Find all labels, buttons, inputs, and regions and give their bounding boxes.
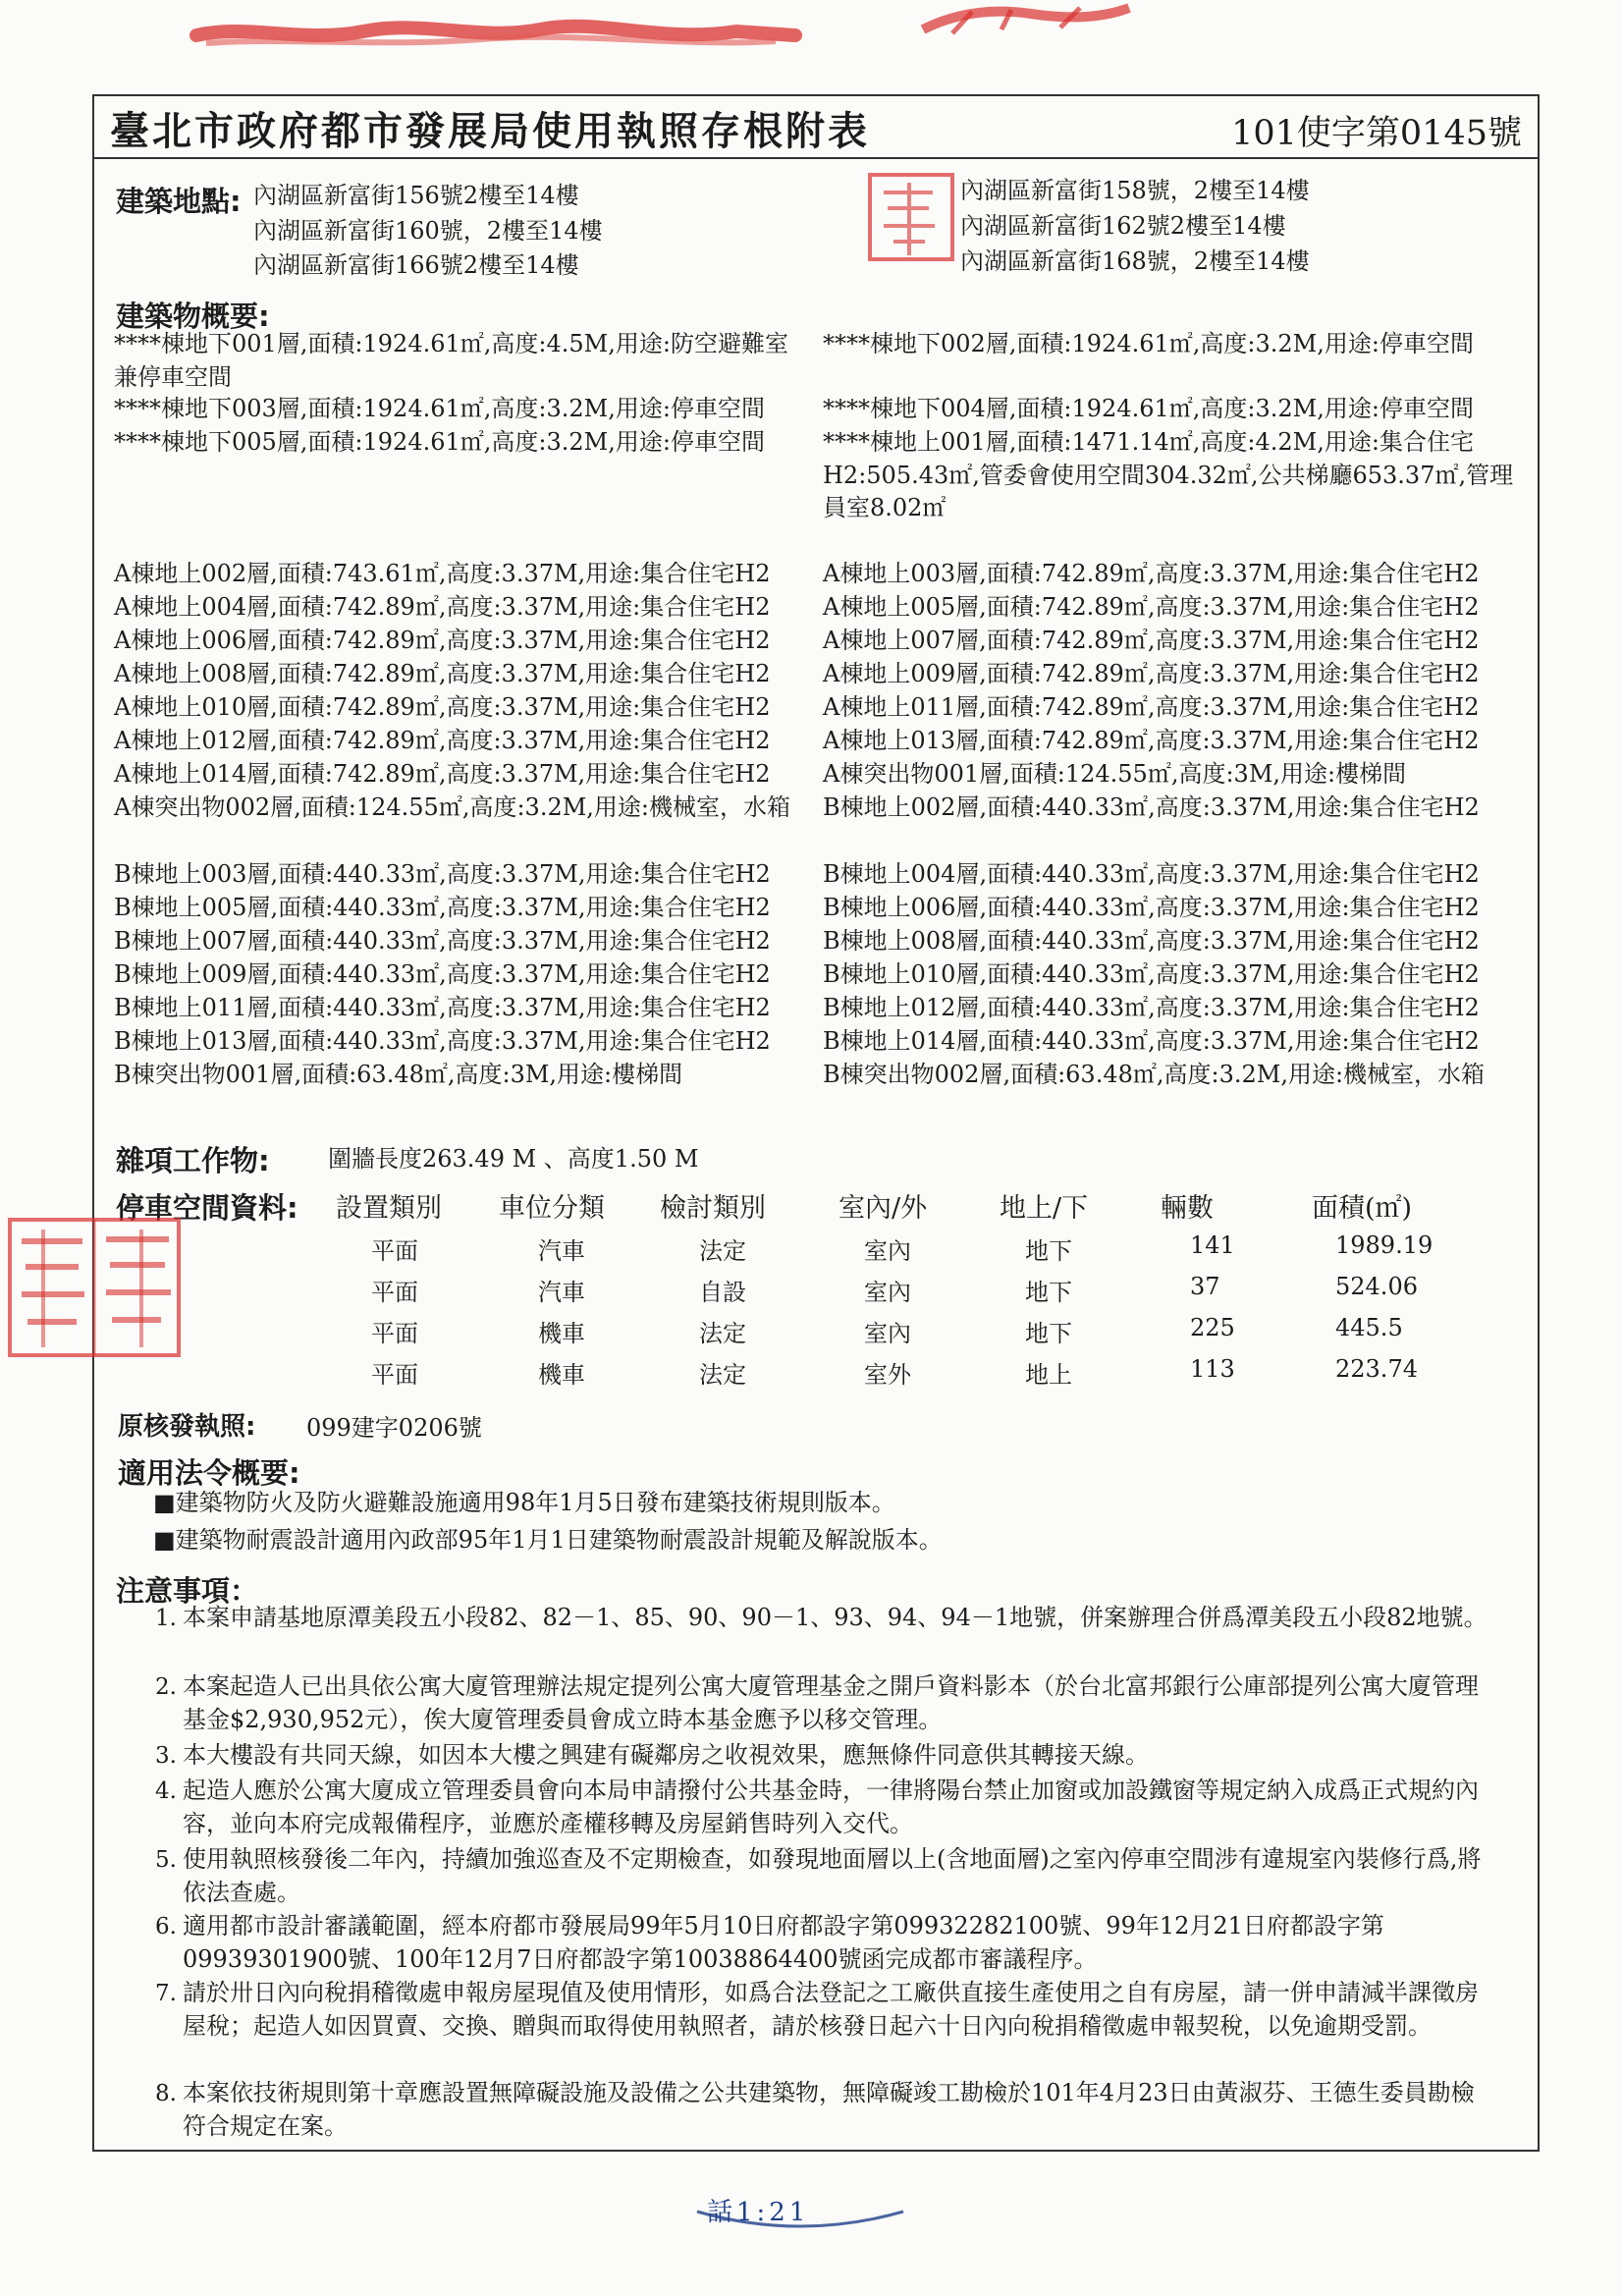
parking-cell: 機車 (538, 1361, 585, 1389)
note-text: 本案依技術規則第十章應設置無障礙設施及設備之公共建築物，無障礙竣工勘檢於101年4月23日由黃淑芬、王德生委員勘檢符合規定在案。 (183, 2079, 1475, 2140)
laws-label: 適用法令概要: (118, 1456, 300, 1490)
overview-line: ****棟地下003層,面積:1924.61㎡,高度:3.2M,用途:停車空間 (114, 395, 765, 422)
note-text: 請於卅日內向稅捐稽徵處申報房屋現值及使用情形，如爲合法登記之工廠供直接生產使用之自有房屋，請一併申請減半課徵房屋稅；起造人如因買賣、交換、贈與而取得使用執照者，請於核發日起六十日內向稅捐稽徵處申報契稅，以免逾期受罰。 (183, 1979, 1479, 2040)
overview-line: B棟地上014層,面積:440.33㎡,高度:3.37M,用途:集合住宅H2 (823, 1027, 1480, 1055)
parking-cell: 室內 (864, 1279, 911, 1306)
overview-line: A棟地上007層,面積:742.89㎡,高度:3.37M,用途:集合住宅H2 (823, 627, 1480, 654)
parking-cell: 法定 (699, 1320, 746, 1347)
overview-line: A棟地上012層,面積:742.89㎡,高度:3.37M,用途:集合住宅H2 (114, 727, 771, 754)
red-seal-stamp (4, 1210, 185, 1363)
parking-cell: 平面 (371, 1279, 418, 1306)
parking-cell: 室外 (864, 1361, 911, 1389)
parking-cell: 223.74 (1335, 1355, 1418, 1383)
law-item: ■建築物耐震設計適用內政部95年1月1日建築物耐震設計規範及解說版本。 (153, 1526, 943, 1554)
law-item: ■建築物防火及防火避難設施適用98年1月5日發布建築技術規則版本。 (153, 1489, 895, 1516)
overview-line: A棟地上004層,面積:742.89㎡,高度:3.37M,用途:集合住宅H2 (114, 593, 771, 621)
parking-cell: 室內 (864, 1320, 911, 1347)
overview-line: B棟地上013層,面積:440.33㎡,高度:3.37M,用途:集合住宅H2 (114, 1027, 771, 1055)
overview-line: ****棟地上001層,面積:1471.14㎡,高度:4.2M,用途:集合住宅H2:505.43㎡,管委會使用空間304.32㎡,公共梯廳653.37㎡,管理員室8.02㎡ (823, 428, 1514, 521)
parking-header: 室內/外 (839, 1193, 928, 1224)
parking-cell: 524.06 (1335, 1273, 1418, 1300)
overview-line: A棟地上014層,面積:742.89㎡,高度:3.37M,用途:集合住宅H2 (114, 760, 771, 788)
note-item (143, 1669, 1488, 1733)
parking-header: 輛數 (1161, 1193, 1214, 1224)
note-number: 4. (155, 1778, 177, 1804)
note-number: 3. (155, 1743, 177, 1769)
overview-line: B棟地上003層,面積:440.33㎡,高度:3.37M,用途:集合住宅H2 (114, 860, 771, 888)
overview-line: B棟地上010層,面積:440.33㎡,高度:3.37M,用途:集合住宅H2 (823, 960, 1480, 988)
parking-cell: 法定 (699, 1361, 746, 1389)
overview-line: ****棟地下005層,面積:1924.61㎡,高度:3.2M,用途:停車空間 (114, 428, 765, 456)
overview-line: A棟地上006層,面積:742.89㎡,高度:3.37M,用途:集合住宅H2 (114, 627, 771, 654)
parking-cell: 機車 (538, 1320, 585, 1347)
overview-line: ****棟地下001層,面積:1924.61㎡,高度:4.5M,用途:防空避難室兼停車空間 (114, 330, 788, 391)
note-number: 8. (155, 2081, 177, 2106)
parking-cell: 平面 (371, 1361, 418, 1389)
overview-line: A棟地上011層,面積:742.89㎡,高度:3.37M,用途:集合住宅H2 (823, 693, 1480, 721)
parking-cell: 汽車 (538, 1237, 585, 1265)
parking-header: 地上/下 (1000, 1193, 1089, 1224)
note-number: 2. (155, 1674, 177, 1700)
location-item: 內湖區新富街166號2樓至14樓 (253, 251, 579, 279)
overview-line: B棟地上009層,面積:440.33㎡,高度:3.37M,用途:集合住宅H2 (114, 960, 771, 988)
parking-label: 停車空間資料: (116, 1191, 298, 1225)
overview-line: A棟地上013層,面積:742.89㎡,高度:3.37M,用途:集合住宅H2 (823, 727, 1480, 754)
note-item (143, 1842, 1488, 1906)
overview-line: ****棟地下004層,面積:1924.61㎡,高度:3.2M,用途:停車空間 (823, 395, 1474, 422)
note-item (143, 1976, 1488, 2040)
note-item (143, 1738, 1488, 1773)
header (94, 96, 1538, 159)
overview-line: A棟地上008層,面積:742.89㎡,高度:3.37M,用途:集合住宅H2 (114, 660, 771, 687)
parking-cell: 地上 (1025, 1361, 1072, 1389)
overview-line: B棟地上006層,面積:440.33㎡,高度:3.37M,用途:集合住宅H2 (823, 894, 1480, 921)
overview-line: A棟突出物001層,面積:124.55㎡,高度:3M,用途:樓梯間 (823, 760, 1407, 788)
overview-line: ****棟地下002層,面積:1924.61㎡,高度:3.2M,用途:停車空間 (823, 330, 1474, 357)
note-text: 本案申請基地原潭美段五小段82、82－1、85、90、90－1、93、94、94－1地號，併案辦理合併爲潭美段五小段82地號。 (183, 1604, 1488, 1631)
parking-cell: 141 (1190, 1231, 1235, 1259)
parking-cell: 445.5 (1335, 1314, 1403, 1341)
permit-number: 101使字第0145號 (1231, 114, 1522, 153)
overview-line: B棟地上008層,面積:440.33㎡,高度:3.37M,用途:集合住宅H2 (823, 927, 1480, 955)
top-red-scribble (187, 14, 815, 53)
overview-line: B棟地上011層,面積:440.33㎡,高度:3.37M,用途:集合住宅H2 (114, 994, 771, 1021)
parking-cell: 平面 (371, 1320, 418, 1347)
overview-line: A棟地上003層,面積:742.89㎡,高度:3.37M,用途:集合住宅H2 (823, 560, 1480, 587)
misc-label: 雜項工作物: (116, 1144, 270, 1177)
parking-header: 檢討類別 (660, 1193, 766, 1224)
location-item: 內湖區新富街158號，2樓至14樓 (960, 177, 1310, 204)
location-item: 內湖區新富街156號2樓至14樓 (253, 182, 579, 209)
overview-line: B棟地上012層,面積:440.33㎡,高度:3.37M,用途:集合住宅H2 (823, 994, 1480, 1021)
parking-cell: 汽車 (538, 1279, 585, 1306)
note-number: 6. (155, 1914, 177, 1940)
original-permit-value: 099建字0206號 (306, 1414, 482, 1442)
note-item (143, 2076, 1488, 2140)
overview-line: B棟地上002層,面積:440.33㎡,高度:3.37M,用途:集合住宅H2 (823, 793, 1480, 821)
overview-line: A棟地上009層,面積:742.89㎡,高度:3.37M,用途:集合住宅H2 (823, 660, 1480, 687)
parking-cell: 自設 (699, 1279, 746, 1306)
location-item: 內湖區新富街162號2樓至14樓 (960, 212, 1286, 240)
location-item: 內湖區新富街168號，2樓至14樓 (960, 247, 1310, 275)
document-title: 臺北市政府都市發展局使用執照存根附表 (110, 108, 870, 154)
note-item (143, 1601, 1488, 1635)
misc-value: 圍牆長度263.49 M 、高度1.50 M (328, 1145, 699, 1173)
overview-line: A棟地上010層,面積:742.89㎡,高度:3.37M,用途:集合住宅H2 (114, 693, 771, 721)
note-number: 5. (155, 1847, 177, 1873)
overview-line: B棟地上007層,面積:440.33㎡,高度:3.37M,用途:集合住宅H2 (114, 927, 771, 955)
seal-stamp (864, 169, 958, 267)
parking-cell: 地下 (1025, 1279, 1072, 1306)
overview-line: B棟地上005層,面積:440.33㎡,高度:3.37M,用途:集合住宅H2 (114, 894, 771, 921)
note-text: 使用執照核發後二年內，持續加強巡查及不定期檢查，如發現地面層以上(含地面層)之室內停車空間涉有違規室內裝修行爲,將依法查處。 (183, 1845, 1482, 1906)
page-number: 話1:21 (707, 2198, 810, 2227)
parking-cell: 225 (1190, 1314, 1235, 1341)
note-number: 1. (155, 1606, 177, 1631)
location-item: 內湖區新富街160號，2樓至14樓 (253, 217, 603, 245)
note-text: 本案起造人已出具依公寓大廈管理辦法規定提列公寓大廈管理基金之開戶資料影本（於台北富邦銀行公庫部提列公寓大廈管理基金$2,930,952元），俟大廈管理委員會成立時本基金應予以移交管理。 (183, 1672, 1479, 1733)
parking-header: 設置類別 (336, 1193, 442, 1224)
original-permit-label: 原核發執照: (118, 1412, 256, 1442)
notes-label: 注意事項： (116, 1574, 259, 1608)
location-label: 建築地點: (116, 185, 242, 218)
parking-header: 車位分類 (499, 1193, 605, 1224)
note-text: 起造人應於公寓大廈成立管理委員會向本局申請撥付公共基金時，一律將陽台禁止加窗或加設鐵窗等規定納入成爲正式規約內容，並向本府完成報備程序，並應於產權移轉及房屋銷售時列入交代。 (183, 1777, 1479, 1837)
note-text: 適用都市設計審議範圍，經本府都市發展局99年5月10日府都設字第09932282100號、99年12月21日府都設字第09939301900號、100年12月7日府都設字第10038864400號函完成都市審議程序。 (183, 1912, 1384, 1973)
parking-cell: 地下 (1025, 1320, 1072, 1347)
parking-cell: 平面 (371, 1237, 418, 1265)
overview-label: 建築物概要: (116, 300, 270, 333)
overview-line: B棟突出物001層,面積:63.48㎡,高度:3M,用途:樓梯間 (114, 1061, 683, 1088)
parking-cell: 法定 (699, 1237, 746, 1265)
overview-line: A棟突出物002層,面積:124.55㎡,高度:3.2M,用途:機械室，水箱 (114, 793, 791, 821)
parking-header: 面積(㎡) (1312, 1193, 1413, 1224)
note-item (143, 1774, 1488, 1837)
overview-line: A棟地上002層,面積:743.61㎡,高度:3.37M,用途:集合住宅H2 (114, 560, 771, 587)
parking-cell: 地下 (1025, 1237, 1072, 1265)
parking-cell: 37 (1190, 1273, 1220, 1300)
overview-line: B棟地上004層,面積:440.33㎡,高度:3.37M,用途:集合住宅H2 (823, 860, 1480, 888)
note-text: 本大樓設有共同天線，如因本大樓之興建有礙鄰房之收視效果，應無條件同意供其轉接天線。 (183, 1741, 1149, 1769)
note-item (143, 1909, 1488, 1973)
overview-line: B棟突出物002層,面積:63.48㎡,高度:3.2M,用途:機械室，水箱 (823, 1061, 1486, 1088)
note-number: 7. (155, 1981, 177, 2006)
parking-cell: 室內 (864, 1237, 911, 1265)
parking-cell: 113 (1190, 1355, 1235, 1383)
overview-line: A棟地上005層,面積:742.89㎡,高度:3.37M,用途:集合住宅H2 (823, 593, 1480, 621)
top-red-seal-fragment (913, 0, 1139, 39)
parking-cell: 1989.19 (1335, 1231, 1434, 1259)
